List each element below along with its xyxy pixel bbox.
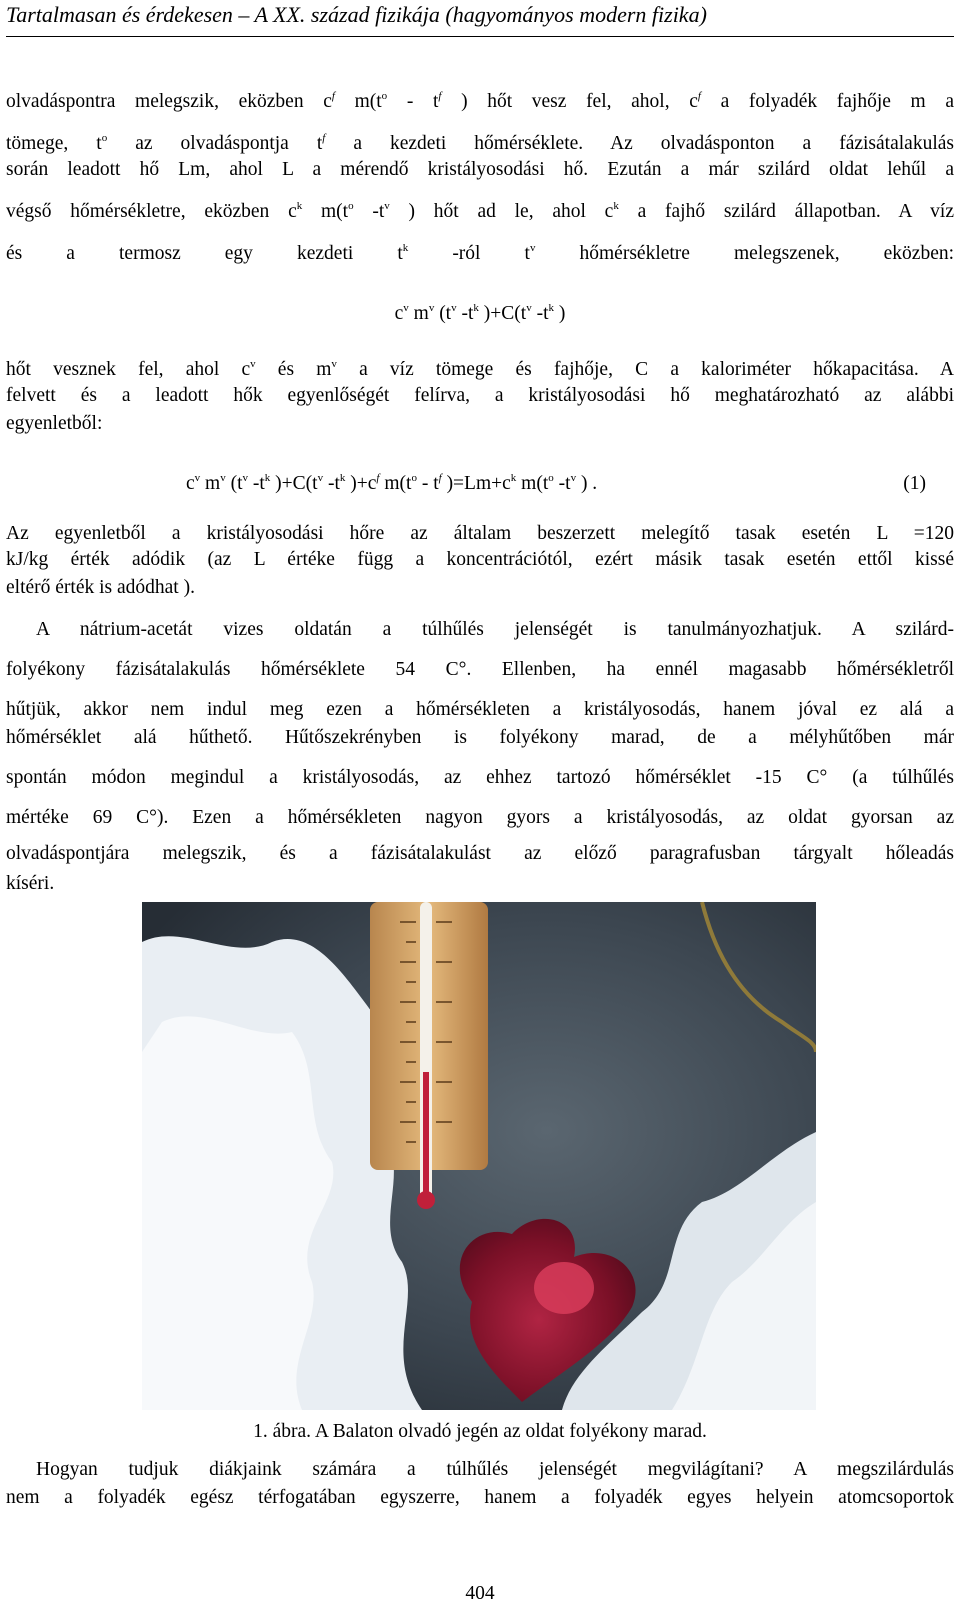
text-line <box>6 358 954 382</box>
superscript: k <box>264 472 271 484</box>
equation-2 <box>186 472 926 496</box>
text-run: (t <box>434 303 452 324</box>
text-run: (t <box>225 473 243 494</box>
text-run: ) . <box>576 473 598 494</box>
superscript: v <box>451 302 457 314</box>
text-line <box>6 132 954 156</box>
figure-caption: 1. ábra. A Balaton olvadó jegén az oldat folyékony marad. <box>253 1421 707 1442</box>
superscript: v <box>242 472 248 484</box>
text-line: mértéke 69 C°). Ezen a hőmérsékleten nagyon gyors a kristályosodás, az oldat gyorsan az <box>6 807 954 828</box>
equation-number: (1) <box>903 473 926 494</box>
text-run: -t <box>456 303 474 324</box>
text-run: - t <box>416 473 439 494</box>
text-run: ) <box>554 303 566 324</box>
superscript: o <box>381 90 388 102</box>
text-run: ) hőt ad le, ahol c <box>389 201 614 222</box>
text-line <box>6 200 954 224</box>
running-header: Tartalmasan és érdekesen – A XX. század fizikája (hagyományos modern fizika) <box>6 0 954 37</box>
text-run: a folyadék fajhője m a <box>700 91 955 112</box>
superscript: f <box>438 90 442 102</box>
text-line: folyékony fázisátalakulás hőmérséklete 54 C°. Ellenben, ha ennél magasabb hőmérsékletről <box>6 659 954 680</box>
text-run: -t <box>353 201 385 222</box>
superscript: k <box>548 302 554 314</box>
text-line <box>6 242 954 266</box>
text-line: eltérő érték is adódhat ). <box>6 577 195 598</box>
superscript: v <box>331 358 337 370</box>
text-line <box>6 90 954 114</box>
superscript: k <box>402 242 409 254</box>
text-run: )+c <box>345 473 377 494</box>
text-run: és m <box>255 359 332 380</box>
text-run: az olvadáspontja t <box>107 133 323 154</box>
superscript: o <box>411 472 417 484</box>
superscript: f <box>331 90 335 102</box>
text-line: Hogyan tudjuk diákjaink számára a túlhűlés jelenségét megvilágítani? A megszilárdulás <box>36 1459 954 1480</box>
superscript: k <box>339 472 346 484</box>
superscript: v <box>194 472 201 484</box>
superscript: v <box>384 200 390 212</box>
text-line: spontán módon megindul a kristályosodás, az ehhez tartozó hőmérséklet -15 C° (a túlhűlés <box>6 767 954 788</box>
superscript: k <box>296 200 303 212</box>
text-line: Az egyenletből a kristályosodási hőre az általam beszerzett melegítő tasak esetén L =120 <box>6 523 954 544</box>
text-run: végső hőmérsékletre, eközben c <box>6 201 297 222</box>
text-run: olvadáspontra melegszik, eközben c <box>6 91 332 112</box>
text-run: a víz tömege és fajhője, C a kaloriméter hőkapacitása. A <box>336 359 954 380</box>
text-line: felvett és a leadott hők egyenlőségét felírva, a kristályosodási hő meghatározható az alábbi <box>6 385 954 406</box>
text-run: és a termosz egy kezdeti t <box>6 243 403 264</box>
text-run: )=Lm+c <box>441 473 511 494</box>
thermometer-mercury <box>423 1072 429 1192</box>
text-line: során leadott hő Lm, ahol L a mérendő kristályosodási hő. Ezután a már szilárd oldat lehűl a <box>6 159 954 180</box>
superscript: f <box>376 472 380 484</box>
superscript: v <box>403 302 409 314</box>
text-line: egyenletből: <box>6 413 103 434</box>
equation-2-body <box>186 473 597 494</box>
text-run: )+C(t <box>478 303 527 324</box>
equation-1 <box>6 302 954 326</box>
text-line: kJ/kg érték adódik (az L értéke függ a koncentrációtól, ezért másik tasak esetén ettől kissé <box>6 549 954 570</box>
superscript: k <box>510 472 517 484</box>
superscript: v <box>529 242 536 254</box>
superscript: v <box>526 302 532 314</box>
text-line: kíséri. <box>6 873 55 894</box>
text-run: -t <box>531 303 549 324</box>
text-run: - t <box>387 91 439 112</box>
text-run: )+C(t <box>270 473 318 494</box>
text-run: hőmérsékletre melegszenek, eközben: <box>535 243 955 264</box>
text-run: hőt vesznek fel, ahol c <box>6 359 251 380</box>
text-run: c <box>394 303 404 324</box>
superscript: k <box>613 200 619 212</box>
text-line: hűtjük, akkor nem indul meg ezen a hőmérsékleten a kristályosodás, hanem jóval ez alá a <box>6 699 954 720</box>
text-run: ) hőt vesz fel, ahol, c <box>441 91 698 112</box>
heart-highlight <box>534 1262 594 1314</box>
page-number: 404 <box>465 1583 495 1604</box>
superscript: f <box>438 472 442 484</box>
text-run: c <box>186 473 195 494</box>
superscript: v <box>570 472 577 484</box>
superscript: v <box>317 472 324 484</box>
text-line: hőmérséklet alá hűthető. Hűtőszekrényben is folyékony marad, de a mélyhűtőben már <box>6 727 954 748</box>
thermometer-bulb <box>417 1191 435 1209</box>
text-run: m(t <box>302 201 349 222</box>
superscript: o <box>101 132 108 144</box>
figure-photo <box>142 902 816 1410</box>
superscript: f <box>697 90 701 102</box>
text-run: m <box>200 473 221 494</box>
ice-thermometer-heart-illustration <box>142 902 816 1410</box>
text-run: m <box>408 303 429 324</box>
superscript: o <box>348 200 354 212</box>
text-run: -t <box>553 473 571 494</box>
text-run: a kezdeti hőmérséklete. Az olvadásponton a fázisátalakulás <box>325 133 954 154</box>
text-run: a fajhő szilárd állapotban. A víz <box>618 201 954 222</box>
superscript: v <box>220 472 226 484</box>
text-run: -t <box>248 473 265 494</box>
text-run: -t <box>323 473 340 494</box>
superscript: v <box>250 358 256 370</box>
superscript: k <box>473 302 479 314</box>
text-run: -ról t <box>408 243 530 264</box>
text-line: olvadáspontjára melegszik, és a fázisátalakulást az előző paragrafusban tárgyalt hőleadás <box>6 843 954 864</box>
text-line: nem a folyadék egész térfogatában egyszerre, hanem a folyadék egyes helyein atomcsoportok <box>6 1487 954 1508</box>
text-run: m(t <box>379 473 412 494</box>
text-run: m(t <box>334 91 382 112</box>
superscript: v <box>428 302 435 314</box>
text-run: m(t <box>516 473 549 494</box>
text-run: tömege, t <box>6 133 102 154</box>
text-line: A nátrium-acetát vizes oldatán a túlhűlés jelenségét is tanulmányozhatjuk. A szilárd- <box>36 619 954 640</box>
superscript: f <box>322 132 326 144</box>
superscript: o <box>548 472 554 484</box>
